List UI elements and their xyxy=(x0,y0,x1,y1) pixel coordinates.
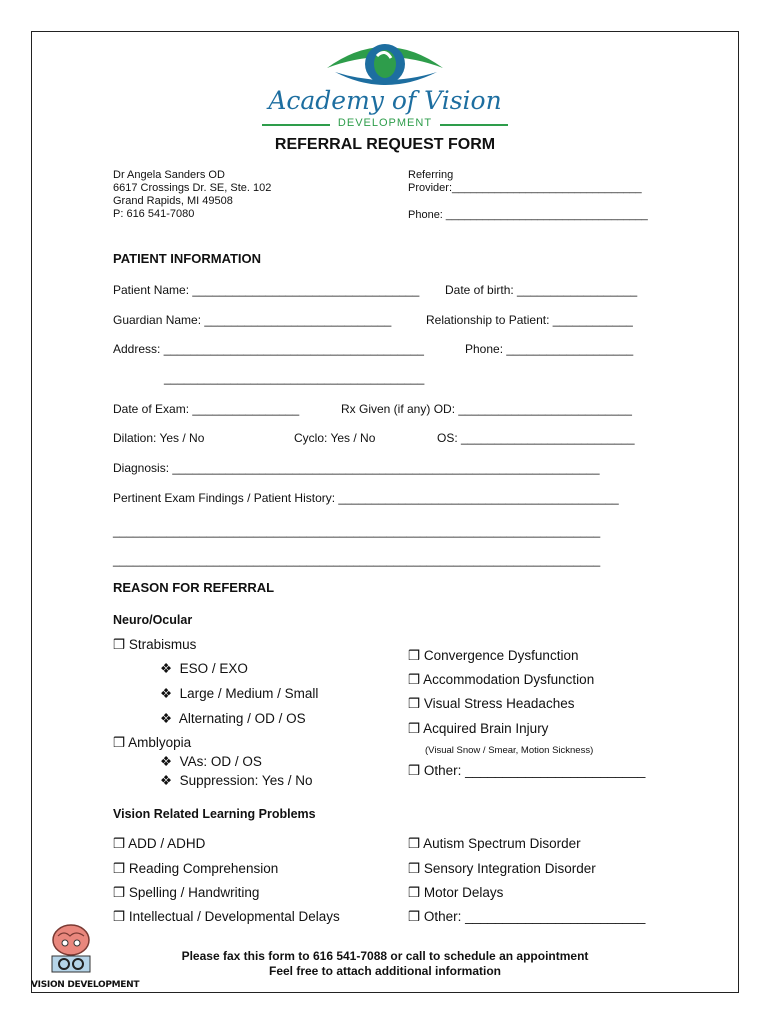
checkbox-icon[interactable]: ❒ xyxy=(113,861,126,876)
doctor-phone: P: 616 541-7080 xyxy=(113,208,195,220)
diagnosis-field[interactable]: Diagnosis: ________________________________________________________________ xyxy=(113,461,600,475)
findings-field[interactable]: Pertinent Exam Findings / Patient History: __________________________________________ xyxy=(113,491,619,505)
checkbox-icon[interactable]: ❒ xyxy=(408,672,421,687)
eye-logo-icon xyxy=(325,38,445,88)
checkbox-strabismus[interactable] xyxy=(113,637,196,653)
phone-field[interactable]: Phone: ___________________ xyxy=(465,342,634,356)
checkbox-spelling[interactable] xyxy=(113,885,259,901)
brain-mascot-icon xyxy=(46,922,96,980)
form-title: REFERRAL REQUEST FORM xyxy=(274,136,496,153)
option-label: Suppression: Yes / No xyxy=(179,773,313,788)
checkbox-other-neuro[interactable] xyxy=(408,763,645,779)
checkbox-label: Visual Stress Headaches xyxy=(423,696,575,711)
checkbox-add-adhd[interactable] xyxy=(113,836,205,852)
logo-title: Academy of Vision xyxy=(268,86,502,115)
checkbox-icon[interactable]: ❒ xyxy=(408,861,421,876)
checkbox-icon[interactable]: ❒ xyxy=(408,721,421,736)
checkbox-label: Accommodation Dysfunction xyxy=(423,672,595,687)
option-eso-exo[interactable] xyxy=(160,661,248,677)
diamond-bullet-icon: ❖ xyxy=(160,686,173,701)
mascot-label: VISION DEVELOPMENT xyxy=(31,980,140,990)
checkbox-label: Intellectual / Developmental Delays xyxy=(128,909,340,924)
os-field[interactable]: OS: __________________________ xyxy=(437,431,635,445)
diamond-bullet-icon: ❖ xyxy=(160,661,173,676)
option-alternating[interactable] xyxy=(160,711,306,727)
checkbox-reading[interactable] xyxy=(113,861,278,877)
checkbox-label: ADD / ADHD xyxy=(128,836,206,851)
patient-info-heading: PATIENT INFORMATION xyxy=(113,251,262,266)
footer-attach-line: Feel free to attach additional information xyxy=(268,964,502,978)
option-suppression[interactable] xyxy=(160,773,312,789)
checkbox-autism[interactable] xyxy=(408,836,581,852)
checkbox-icon[interactable]: ❒ xyxy=(408,696,421,711)
checkbox-brain-injury[interactable] xyxy=(408,721,548,737)
address-line-2-field[interactable]: _______________________________________ xyxy=(164,371,425,385)
checkbox-label: Spelling / Handwriting xyxy=(128,885,260,900)
checkbox-label: Acquired Brain Injury xyxy=(423,721,549,736)
option-vas[interactable] xyxy=(160,754,262,770)
exam-date-field[interactable]: Date of Exam: ________________ xyxy=(113,402,300,416)
checkbox-visual-stress[interactable] xyxy=(408,696,574,712)
checkbox-label: Autism Spectrum Disorder xyxy=(423,836,581,851)
diamond-bullet-icon: ❖ xyxy=(160,754,173,769)
diamond-bullet-icon: ❖ xyxy=(160,773,173,788)
checkbox-icon[interactable]: ❒ xyxy=(408,885,421,900)
doctor-name: Dr Angela Sanders OD xyxy=(113,169,225,181)
findings-line-2[interactable]: _________________________________________________________________________ xyxy=(113,524,601,538)
checkbox-icon[interactable]: ❒ xyxy=(408,763,421,778)
neuro-ocular-heading: Neuro/Ocular xyxy=(113,613,193,627)
referring-provider-field[interactable]: Provider:_______________________________ xyxy=(408,182,642,194)
option-label: ESO / EXO xyxy=(179,661,248,676)
option-label: Large / Medium / Small xyxy=(179,686,319,701)
checkbox-motor[interactable] xyxy=(408,885,503,901)
referring-label: Referring xyxy=(408,169,454,181)
guardian-name-field[interactable]: Guardian Name: ____________________________ xyxy=(113,313,392,327)
footer-fax-line: Please fax this form to 616 541-7088 or call to schedule an appointment xyxy=(181,949,589,963)
checkbox-label: Sensory Integration Disorder xyxy=(423,861,596,876)
checkbox-label: Reading Comprehension xyxy=(128,861,279,876)
checkbox-label: Other: ________________________ xyxy=(423,909,646,924)
doctor-address-2: Grand Rapids, MI 49508 xyxy=(113,195,233,207)
dilation-option[interactable]: Dilation: Yes / No xyxy=(113,431,205,445)
checkbox-icon[interactable]: ❒ xyxy=(113,885,126,900)
diamond-bullet-icon: ❖ xyxy=(160,711,173,726)
dob-field[interactable]: Date of birth: __________________ xyxy=(445,283,638,297)
option-size[interactable] xyxy=(160,686,318,702)
checkbox-label: Amblyopia xyxy=(128,735,192,750)
checkbox-icon[interactable]: ❒ xyxy=(113,637,126,652)
checkbox-label: Strabismus xyxy=(128,637,197,652)
referring-phone-field[interactable]: Phone: _________________________________ xyxy=(408,209,648,221)
checkbox-icon[interactable]: ❒ xyxy=(408,648,421,663)
patient-name-field[interactable]: Patient Name: __________________________________ xyxy=(113,283,420,297)
checkbox-accommodation[interactable] xyxy=(408,672,594,688)
checkbox-icon[interactable]: ❒ xyxy=(408,836,421,851)
checkbox-icon[interactable]: ❒ xyxy=(113,909,126,924)
doctor-address-1: 6617 Crossings Dr. SE, Ste. 102 xyxy=(113,182,272,194)
checkbox-label: Convergence Dysfunction xyxy=(423,648,579,663)
rx-od-field[interactable]: Rx Given (if any) OD: __________________________ xyxy=(341,402,632,416)
checkbox-label: Motor Delays xyxy=(423,885,504,900)
checkbox-convergence[interactable] xyxy=(408,648,578,664)
reason-heading: REASON FOR REFERRAL xyxy=(113,580,275,595)
relationship-field[interactable]: Relationship to Patient: ____________ xyxy=(426,313,633,327)
address-field[interactable]: Address: _______________________________________ xyxy=(113,342,424,356)
findings-line-3[interactable]: _________________________________________________________________________ xyxy=(113,553,601,567)
logo-subtitle: DEVELOPMENT xyxy=(337,117,433,129)
checkbox-intellectual[interactable] xyxy=(113,909,340,925)
checkbox-label: Other: ________________________ xyxy=(423,763,646,778)
option-label: Alternating / OD / OS xyxy=(178,711,306,726)
checkbox-sensory[interactable] xyxy=(408,861,596,877)
checkbox-amblyopia[interactable] xyxy=(113,735,191,751)
checkbox-other-learning[interactable] xyxy=(408,909,645,925)
checkbox-icon[interactable]: ❒ xyxy=(113,836,126,851)
learning-heading: Vision Related Learning Problems xyxy=(113,807,316,821)
cyclo-option[interactable]: Cyclo: Yes / No xyxy=(294,431,376,445)
checkbox-icon[interactable]: ❒ xyxy=(408,909,421,924)
brain-injury-note: (Visual Snow / Smear, Motion Sickness) xyxy=(425,745,594,756)
checkbox-icon[interactable]: ❒ xyxy=(113,735,126,750)
option-label: VAs: OD / OS xyxy=(179,754,262,769)
